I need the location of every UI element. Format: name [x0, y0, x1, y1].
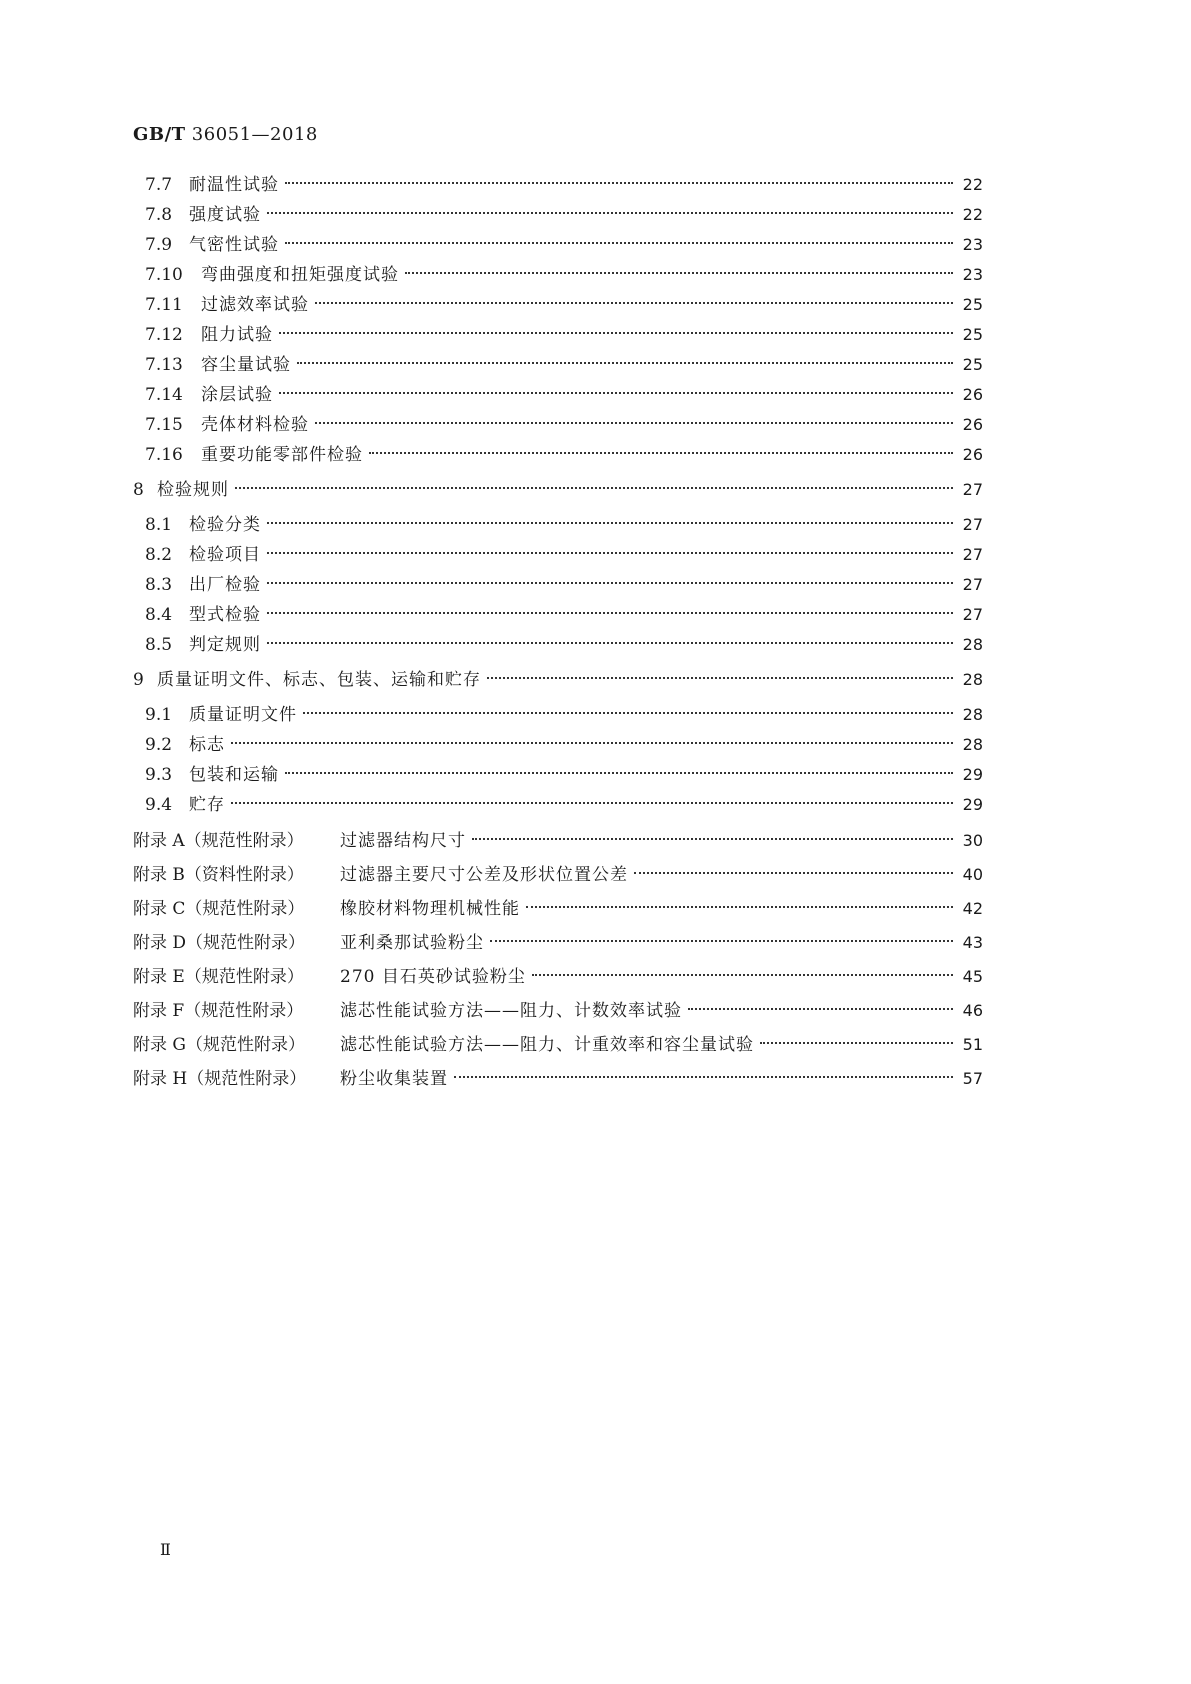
toc-entry-number: 8.2 [145, 545, 173, 565]
toc-entry-title: 壳体材料检验 [201, 415, 309, 435]
toc-entry-number: 附录 D（规范性附录） [133, 933, 306, 953]
toc-dot-leader [279, 316, 953, 340]
toc-entry-number: 附录 F（规范性附录） [133, 1001, 304, 1021]
toc-entry-number: 7.13 [145, 355, 183, 375]
toc-entry-page: 27 [962, 480, 983, 499]
toc-entry-page: 29 [962, 795, 983, 814]
toc-entry-number: 7.9 [145, 235, 173, 255]
toc-entry-number: 附录 C（规范性附录） [133, 899, 305, 919]
toc-entry-number: 附录 G（规范性附录） [133, 1035, 305, 1055]
toc-dot-leader [267, 596, 953, 620]
toc-entry-page: 27 [962, 605, 983, 624]
toc-entry[interactable] [145, 596, 983, 625]
toc-entry-page: 26 [962, 385, 983, 404]
toc-entry-number: 8.1 [145, 515, 173, 535]
toc-appendix[interactable] [133, 924, 983, 953]
toc-entry-number: 8 [133, 480, 144, 500]
toc-entry-page: 27 [962, 575, 983, 594]
standard-code: GB/T [133, 124, 186, 145]
toc-entry-number: 附录 E（规范性附录） [133, 967, 304, 987]
toc-entry-page: 22 [962, 205, 983, 224]
toc-dot-leader [454, 1060, 953, 1084]
toc-dot-leader [231, 726, 953, 750]
toc-entry-title: 亚利桑那试验粉尘 [340, 933, 484, 953]
toc-entry-page: 26 [962, 445, 983, 464]
toc-entry-number: 7.16 [145, 445, 183, 465]
standard-number: 36051—2018 [191, 124, 318, 145]
toc-entry-title: 270 目石英砂试验粉尘 [340, 967, 526, 987]
toc-dot-leader [405, 256, 953, 280]
toc-dot-leader [472, 822, 953, 846]
toc-entry-title: 质量证明文件 [189, 705, 297, 725]
toc-dot-leader [285, 166, 953, 190]
toc-entry[interactable] [145, 406, 983, 435]
toc-entry-number: 7.8 [145, 205, 173, 225]
toc-chapter[interactable] [133, 661, 983, 690]
toc-entry-number: 7.11 [145, 295, 183, 315]
toc-dot-leader [285, 226, 953, 250]
document-header [133, 124, 318, 145]
toc-entry[interactable] [145, 196, 983, 225]
toc-entry-number: 7.7 [145, 175, 173, 195]
toc-entry-page: 28 [962, 705, 983, 724]
toc-entry-title: 滤芯性能试验方法——阻力、计重效率和容尘量试验 [340, 1035, 754, 1055]
toc-appendix[interactable] [133, 822, 983, 851]
toc-entry-page: 42 [962, 899, 983, 918]
toc-dot-leader [267, 536, 953, 560]
toc-appendix[interactable] [133, 1060, 983, 1089]
toc-entry-page: 23 [962, 265, 983, 284]
toc-entry-number: 附录 B（资料性附录） [133, 865, 304, 885]
toc-dot-leader [267, 506, 953, 530]
toc-appendix[interactable] [133, 856, 983, 885]
toc-entry[interactable] [145, 506, 983, 535]
toc-entry-title: 强度试验 [189, 205, 261, 225]
toc-entry[interactable] [145, 536, 983, 565]
toc-entry[interactable] [145, 226, 983, 255]
toc-entry[interactable] [145, 566, 983, 595]
page-number: Ⅱ [160, 1540, 171, 1559]
toc-dot-leader [490, 924, 953, 948]
toc-entry-page: 28 [962, 735, 983, 754]
toc-entry-title: 质量证明文件、标志、包装、运输和贮存 [157, 670, 481, 690]
toc-dot-leader [634, 856, 953, 880]
toc-entry-title: 检验分类 [189, 515, 261, 535]
toc-entry-page: 22 [962, 175, 983, 194]
toc-entry[interactable] [145, 286, 983, 315]
toc-entry-number: 7.14 [145, 385, 183, 405]
toc-entry-title: 检验规则 [157, 480, 229, 500]
toc-entry-title: 包装和运输 [189, 765, 279, 785]
toc-entry-page: 27 [962, 515, 983, 534]
toc-dot-leader [688, 992, 953, 1016]
toc-dot-leader [760, 1026, 953, 1050]
toc-entry[interactable] [145, 726, 983, 755]
toc-entry-title: 容尘量试验 [201, 355, 291, 375]
toc-entry-title: 耐温性试验 [189, 175, 279, 195]
toc-entry-page: 30 [962, 831, 983, 850]
toc-entry-number: 7.12 [145, 325, 183, 345]
toc-entry-number: 9.4 [145, 795, 173, 815]
toc-appendix[interactable] [133, 958, 983, 987]
toc-entry-page: 28 [962, 670, 983, 689]
toc-entry-number: 8.3 [145, 575, 173, 595]
toc-entry-page: 25 [962, 325, 983, 344]
toc-entry-number: 附录 A（规范性附录） [133, 831, 304, 851]
toc-entry-title: 涂层试验 [201, 385, 273, 405]
toc-chapter[interactable] [133, 471, 983, 500]
toc-entry-page: 27 [962, 545, 983, 564]
toc-entry-title: 标志 [189, 735, 225, 755]
toc-dot-leader [279, 376, 953, 400]
toc-dot-leader [315, 406, 953, 430]
toc-entry-title: 滤芯性能试验方法——阻力、计数效率试验 [340, 1001, 682, 1021]
toc-entry[interactable] [145, 376, 983, 405]
toc-entry-page: 23 [962, 235, 983, 254]
toc-entry[interactable] [145, 166, 983, 195]
toc-entry-page: 40 [962, 865, 983, 884]
toc-dot-leader [285, 756, 953, 780]
toc-entry-title: 过滤效率试验 [201, 295, 309, 315]
toc-entry[interactable] [145, 256, 983, 285]
toc-entry-page: 29 [962, 765, 983, 784]
toc-dot-leader [315, 286, 953, 310]
toc-entry-title: 气密性试验 [189, 235, 279, 255]
toc-entry-title: 判定规则 [189, 635, 261, 655]
toc-entry[interactable] [145, 346, 983, 375]
toc-dot-leader [267, 626, 953, 650]
toc-dot-leader [231, 786, 953, 810]
toc-entry-page: 46 [962, 1001, 983, 1020]
toc-entry-number: 9 [133, 670, 144, 690]
toc-dot-leader [369, 436, 953, 460]
toc-dot-leader [487, 661, 953, 685]
toc-entry[interactable] [145, 436, 983, 465]
toc-dot-leader [267, 566, 953, 590]
toc-appendix[interactable] [133, 992, 983, 1021]
toc-entry-page: 51 [962, 1035, 983, 1054]
toc-dot-leader [267, 196, 953, 220]
toc-entry-title: 贮存 [189, 795, 225, 815]
toc-entry[interactable] [145, 696, 983, 725]
toc-entry-number: 9.1 [145, 705, 173, 725]
toc-dot-leader [532, 958, 953, 982]
toc-entry-title: 型式检验 [189, 605, 261, 625]
toc-entry-number: 附录 H（规范性附录） [133, 1069, 307, 1089]
toc-entry-number: 9.2 [145, 735, 173, 755]
toc-entry-page: 25 [962, 295, 983, 314]
toc-dot-leader [303, 696, 953, 720]
toc-entry-title: 阻力试验 [201, 325, 273, 345]
toc-entry-title: 过滤器结构尺寸 [340, 831, 466, 851]
toc-dot-leader [297, 346, 953, 370]
toc-entry-title: 出厂检验 [189, 575, 261, 595]
toc-entry[interactable] [145, 626, 983, 655]
toc-entry-page: 26 [962, 415, 983, 434]
toc-entry[interactable] [145, 786, 983, 815]
toc-appendix[interactable] [133, 1026, 983, 1055]
toc-entry[interactable] [145, 316, 983, 345]
toc-entry-title: 橡胶材料物理机械性能 [340, 899, 520, 919]
toc-appendix[interactable] [133, 890, 983, 919]
toc-dot-leader [235, 471, 953, 495]
toc-entry-number: 7.15 [145, 415, 183, 435]
toc-entry-page: 45 [962, 967, 983, 986]
toc-entry-title: 重要功能零部件检验 [201, 445, 363, 465]
toc-entry-title: 检验项目 [189, 545, 261, 565]
toc-entry-number: 9.3 [145, 765, 173, 785]
toc-entry[interactable] [145, 756, 983, 785]
toc-entry-title: 过滤器主要尺寸公差及形状位置公差 [340, 865, 628, 885]
toc-entry-page: 25 [962, 355, 983, 374]
toc-entry-page: 28 [962, 635, 983, 654]
toc-entry-number: 7.10 [145, 265, 183, 285]
toc-entry-title: 粉尘收集装置 [340, 1069, 448, 1089]
toc-entry-title: 弯曲强度和扭矩强度试验 [201, 265, 399, 285]
toc-entry-page: 57 [962, 1069, 983, 1088]
toc-entry-page: 43 [962, 933, 983, 952]
toc-entry-number: 8.4 [145, 605, 173, 625]
toc-entry-number: 8.5 [145, 635, 173, 655]
toc-dot-leader [526, 890, 953, 914]
